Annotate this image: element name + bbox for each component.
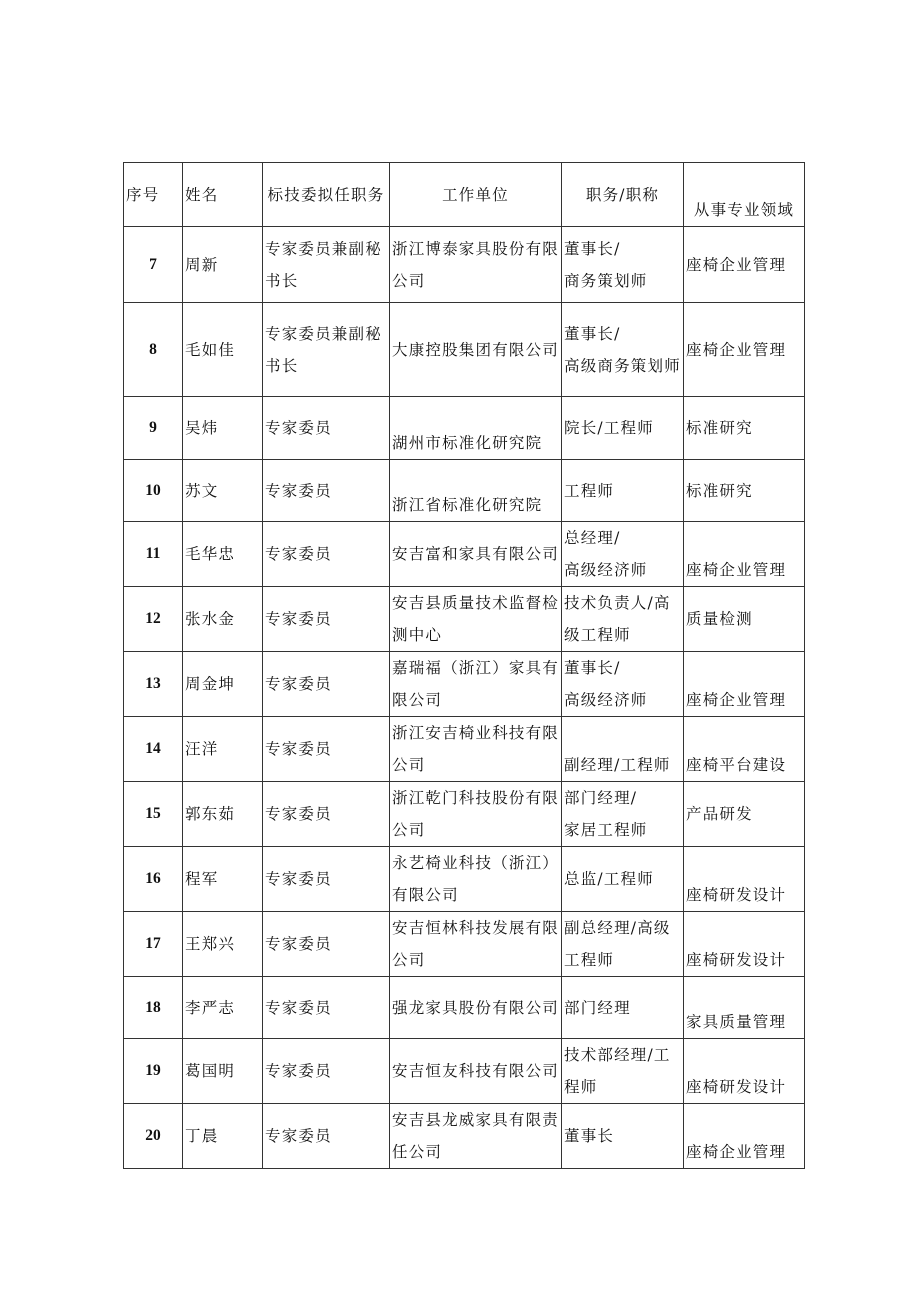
table-row [124,522,805,587]
row-name: 李严志 [183,977,263,1039]
row-role: 专家委员 [263,912,390,977]
row-no: 8 [124,303,183,397]
row-role: 专家委员兼副秘书长 [263,303,390,397]
row-no: 7 [124,227,183,303]
header-title: 职务/职称 [562,163,684,227]
row-name: 苏文 [183,460,263,522]
row-no: 13 [124,652,183,717]
row-role: 专家委员 [263,1039,390,1104]
row-role: 专家委员 [263,1104,390,1169]
row-title: 董事长 [562,1104,684,1169]
row-name: 周金坤 [183,652,263,717]
row-field: 座椅企业管理 [684,227,805,303]
table-row [124,782,805,847]
row-no: 9 [124,397,183,460]
table-row [124,717,805,782]
row-title: 技术部经理/工程师 [562,1039,684,1104]
row-title: 总监/工程师 [562,847,684,912]
row-unit: 安吉县质量技术监督检测中心 [390,587,562,652]
row-unit: 浙江博泰家具股份有限公司 [390,227,562,303]
table-row [124,912,805,977]
row-name: 张水金 [183,587,263,652]
row-title: 董事长/ 商务策划师 [562,227,684,303]
row-unit: 安吉县龙威家具有限责任公司 [390,1104,562,1169]
row-no: 14 [124,717,183,782]
row-role: 专家委员 [263,397,390,460]
row-title: 部门经理/ 家居工程师 [562,782,684,847]
row-no: 10 [124,460,183,522]
header-name: 姓名 [183,163,263,227]
row-no: 15 [124,782,183,847]
row-role: 专家委员 [263,717,390,782]
row-no: 16 [124,847,183,912]
members-table [123,162,805,1169]
row-role: 专家委员 [263,587,390,652]
table-row [124,1104,805,1169]
header-field: 从事专业领域 [684,163,805,227]
row-no: 12 [124,587,183,652]
row-name: 郭东茹 [183,782,263,847]
row-field: 座椅企业管理 [684,1104,805,1169]
row-role: 专家委员 [263,652,390,717]
row-unit: 大康控股集团有限公司 [390,303,562,397]
row-role: 专家委员 [263,847,390,912]
row-title: 董事长/ 高级商务策划师 [562,303,684,397]
row-field: 质量检测 [684,587,805,652]
row-field: 座椅研发设计 [684,847,805,912]
row-field: 座椅研发设计 [684,1039,805,1104]
row-title: 副经理/工程师 [562,717,684,782]
row-field: 家具质量管理 [684,977,805,1039]
header-unit: 工作单位 [390,163,562,227]
row-field: 标准研究 [684,460,805,522]
row-role: 专家委员兼副秘书长 [263,227,390,303]
row-field: 座椅企业管理 [684,522,805,587]
row-role: 专家委员 [263,522,390,587]
table-row [124,397,805,460]
row-field: 产品研发 [684,782,805,847]
row-name: 王郑兴 [183,912,263,977]
row-field: 标准研究 [684,397,805,460]
table-row [124,847,805,912]
row-name: 毛华忠 [183,522,263,587]
table-row [124,227,805,303]
row-no: 11 [124,522,183,587]
row-field: 座椅企业管理 [684,652,805,717]
row-unit: 浙江省标准化研究院 [390,460,562,522]
table-row [124,460,805,522]
row-title: 董事长/ 高级经济师 [562,652,684,717]
header-row [124,163,805,227]
row-unit: 安吉恒友科技有限公司 [390,1039,562,1104]
row-field: 座椅企业管理 [684,303,805,397]
row-role: 专家委员 [263,460,390,522]
row-role: 专家委员 [263,782,390,847]
row-no: 18 [124,977,183,1039]
row-unit: 浙江安吉椅业科技有限公司 [390,717,562,782]
row-title: 副总经理/高级工程师 [562,912,684,977]
row-unit: 湖州市标准化研究院 [390,397,562,460]
row-unit: 嘉瑞福（浙江）家具有限公司 [390,652,562,717]
table-row [124,303,805,397]
row-no: 17 [124,912,183,977]
header-role: 标技委拟任职务 [263,163,390,227]
row-unit: 安吉富和家具有限公司 [390,522,562,587]
table-row [124,1039,805,1104]
row-name: 周新 [183,227,263,303]
row-field: 座椅研发设计 [684,912,805,977]
row-name: 葛国明 [183,1039,263,1104]
row-name: 吴炜 [183,397,263,460]
row-unit: 强龙家具股份有限公司 [390,977,562,1039]
table-row [124,652,805,717]
row-unit: 永艺椅业科技（浙江）有限公司 [390,847,562,912]
header-no: 序号 [124,163,183,227]
row-title: 总经理/ 高级经济师 [562,522,684,587]
row-no: 20 [124,1104,183,1169]
table-row [124,977,805,1039]
row-field: 座椅平台建设 [684,717,805,782]
row-title: 院长/工程师 [562,397,684,460]
row-name: 毛如佳 [183,303,263,397]
row-name: 丁晨 [183,1104,263,1169]
table-row [124,587,805,652]
row-name: 汪洋 [183,717,263,782]
row-title: 技术负责人/高级工程师 [562,587,684,652]
row-unit: 浙江乾门科技股份有限公司 [390,782,562,847]
row-title: 部门经理 [562,977,684,1039]
row-title: 工程师 [562,460,684,522]
row-name: 程军 [183,847,263,912]
row-no: 19 [124,1039,183,1104]
row-unit: 安吉恒林科技发展有限公司 [390,912,562,977]
row-role: 专家委员 [263,977,390,1039]
